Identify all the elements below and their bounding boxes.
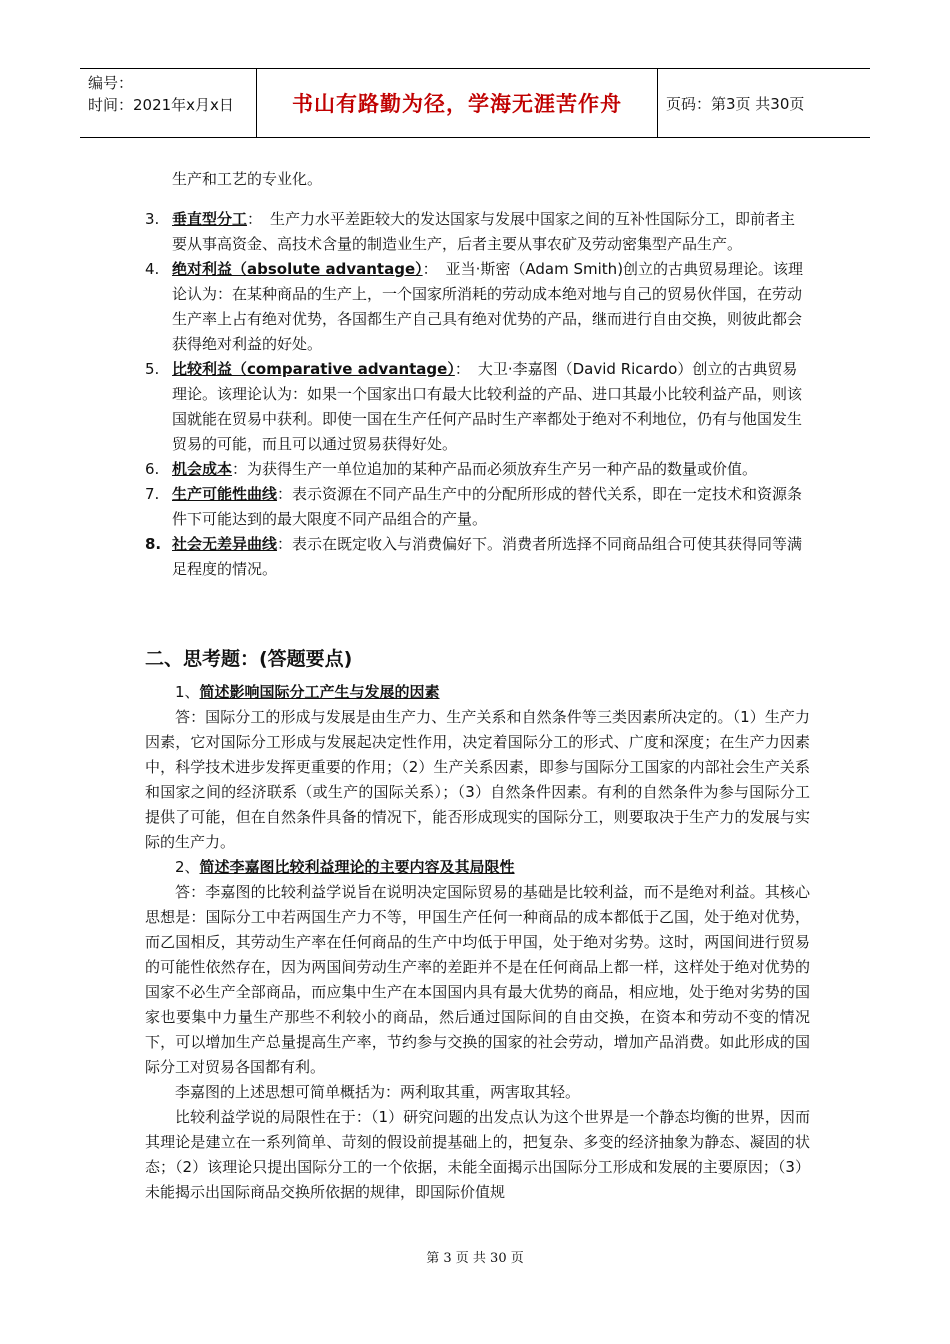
page-info: 页码：第3页 共30页 (666, 94, 805, 113)
list-item (145, 357, 810, 457)
question-title (145, 855, 810, 880)
item-term: 社会无差异曲线 (172, 535, 278, 553)
list-item (145, 532, 810, 582)
section-title: 二、思考题：(答题要点) (145, 648, 353, 670)
item-separator: ： (277, 485, 293, 503)
item-text: 大卫·李嘉图（David Ricardo）创立的古典贸易理论。该理论认为：如果一个国家出口有最大比较利益的产品、进口其最小比较利益产品，则该国就能在贸易中获利。即使一国在生产任何产品时生产率都处于绝对不利地位，仍有与他国发生贸易的可能，而且可以通过贸易获得好处。 (172, 360, 803, 453)
answer-paragraph: 答：李嘉图的比较利益学说旨在说明决定国际贸易的基础是比较利益，而不是绝对利益。其核心思想是：国际分工中若两国生产力不等，甲国生产任何一种商品的成本都低于乙国，处于绝对优势，而乙国相反，其劳动生产率在任何商品的生产中均低于甲国，处于绝对劣势。这时，两国间进行贸易的可能性依然存在，因为两国间劳动生产率的差距并不是在任何商品上都一样，这样处于绝对优势的国家不必生产全部商品，而应集中生产在本国国内具有最大优势的商品，相应地，处于绝对劣势的国家也要集中力量生产那些不利较小的商品，然后通过国际间的自由交换，在资本和劳动不变的情况下，可以增加生产总量提高生产率，节约参与交换的国家的社会劳动，增加产品消费。如此形成的国际分工对贸易各国都有利。 (145, 883, 810, 1076)
page-footer: 第 3 页 共 30 页 (426, 1251, 524, 1266)
item-text: 表示资源在不同产品生产中的分配所形成的替代关系，即在一定技术和资源条件下可能达到的最大限度不同产品组合的产量。 (172, 485, 803, 528)
list-item (145, 482, 810, 532)
item-term: 比较利益（comparative advantage） (172, 360, 455, 378)
question-text: 简述影响国际分工产生与发展的因素 (199, 683, 440, 701)
questions-section (145, 680, 810, 1205)
list-item-continuation: 生产和工艺的专业化。 (172, 170, 323, 188)
question-title (145, 680, 810, 705)
item-term: 机会成本 (172, 460, 233, 478)
item-number: 4. (145, 260, 160, 278)
question-number: 2、 (175, 858, 200, 876)
list-item (145, 257, 810, 357)
page-header (80, 68, 870, 138)
item-term: 生产可能性曲线 (172, 485, 278, 503)
item-separator: ： (454, 360, 470, 378)
item-text: 表示在既定收入与消费偏好下。消费者所选择不同商品组合可使其获得同等满足程度的情况。 (172, 535, 803, 578)
item-term: 绝对利益（absolute advantage） (172, 260, 423, 278)
item-text: 为获得生产一单位追加的某种产品而必须放弃生产另一种产品的数量或价值。 (247, 460, 758, 478)
definitions-list (145, 152, 810, 582)
date-label: 时间：2021年x月x日 (88, 96, 234, 114)
item-number: 8. (145, 535, 162, 553)
item-number: 7. (145, 485, 160, 503)
motto: 书山有路勤为径，学海无涯苦作舟 (257, 69, 658, 137)
item-number: 3. (145, 210, 160, 228)
item-term: 垂直型分工 (172, 210, 248, 228)
list-item (145, 207, 810, 257)
list-item (145, 457, 810, 482)
answer-paragraph: 比较利益学说的局限性在于：（1）研究问题的出发点认为这个世界是一个静态均衡的世界，因而其理论是建立在一系列简单、苛刻的假设前提基础上的，把复杂、多变的经济抽象为静态、凝固的状态；（2）该理论只提出国际分工的一个依据，未能全面揭示出国际分工形成和发展的主要原因；（3）未能揭示出国际商品交换所依据的规律，即国际价值规 (145, 1108, 810, 1201)
item-separator: ： (422, 260, 438, 278)
item-number: 5. (145, 360, 160, 378)
answer-paragraph: 答：国际分工的形成与发展是由生产力、生产关系和自然条件等三类因素所决定的。（1）生产力因素，它对国际分工形成与发展起决定性作用，决定着国际分工的形式、广度和深度；在生产力因素中，科学技术进步发挥更重要的作用；（2）生产关系因素，即参与国际分工国家的内部社会生产关系和国家之间的经济联系（或生产的国际关系）；（3）自然条件因素。有利的自然条件为参与国际分工提供了可能，但在自然条件具备的情况下，能否形成现实的国际分工，则要取决于生产力的发展与实际的生产力。 (145, 708, 810, 851)
item-number: 6. (145, 460, 160, 478)
item-separator: ： (232, 460, 248, 478)
answer-paragraph: 李嘉图的上述思想可简单概括为：两利取其重，两害取其轻。 (175, 1083, 581, 1101)
item-text: 亚当·斯密（Adam Smith)创立的古典贸易理论。该理论认为：在某种商品的生产上，一个国家所消耗的劳动成本绝对地与自己的贸易伙伴国，在劳动生产率上占有绝对优势，各国都生产自己具有绝对优势的产品，继而进行自由交换，则彼此都会获得绝对利益的好处。 (172, 260, 804, 353)
question-number: 1、 (175, 683, 200, 701)
item-separator: ： (277, 535, 293, 553)
header-left-cell (80, 69, 257, 137)
number-label: 编号： (88, 74, 134, 92)
item-text: 生产力水平差距较大的发达国家与发展中国家之间的互补性国际分工，即前者主要从事高资金、高技术含量的制造业生产，后者主要从事农矿及劳动密集型产品生产。 (172, 210, 796, 253)
question-text: 简述李嘉图比较利益理论的主要内容及其局限性 (199, 858, 515, 876)
item-separator: ： (247, 210, 263, 228)
